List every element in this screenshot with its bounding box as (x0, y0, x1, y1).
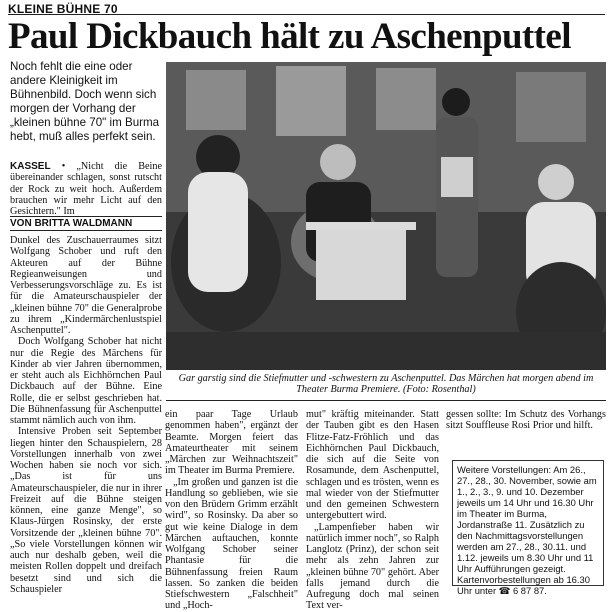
intro-text: • „Nicht die Beine übereinander schlagen, sonst rutscht der Rock zu weit hoch. Außerdem brauchen wir mehr Licht auf den Gesichtern." Im (10, 161, 162, 217)
photo-credit: (Foto: Rosenthal) (403, 384, 476, 395)
photo-caption (166, 373, 606, 395)
lede: Noch fehlt die eine oder andere Kleinigkeit im Bühnenbild. Doch wenn sich morgen der Vorhang der „kleinen bühne 70" im Burma hebt, muß alles perfekt sein. (10, 60, 160, 143)
top-rule (8, 14, 605, 15)
dateline: KASSEL (10, 161, 51, 172)
column-1-paragraph: Doch Wolfgang Schober hat nicht nur die Regie des Märchens für Kinder ab vier Jahren übernommen, er steht auch als Eichhörnchen Paul Dickbauch auf der Bühne. Eine Rolle, die er selbst geschrieben hat. Die Bühnenfassung für Aschenputtel stammt nämlich auch von ihm. (10, 336, 162, 426)
section-kicker: KLEINE BÜHNE 70 (8, 2, 118, 16)
column-1-paragraph: Dunkel des Zuschauerraumes sitzt Wolfgang Schober und ruft den Akteuren auf der Bühne Regieanweisungen und Verbesserungsvorschläge zu. Es ist für die Amateurschauspieler der „kleinen bühne 70" die Generalprobe zu ihrem „Kindermärchenlustspiel Aschenputtel". (10, 235, 162, 336)
column-3-paragraph: mut" kräftig miteinander. Statt der Tauben gibt es den Hasen Flitze-Fatz-Fröhlich und das Eichhörnchen Paul Dickbauch, die sich auf die Seite von Rosamunde, dem Aschenputtel, schlagen und es trösten, wenn es mal wieder von der Stiefmutter und den gemeinen Schwestern untergebuttert wird. (306, 409, 439, 522)
column-2-paragraph: ein paar Tage Urlaub genommen haben", ergänzt der Beamte. Morgen feiert das Amateurtheater mit seinem „Märchen zur Weihnachtszeit" im Theater im Burma Premiere. (165, 409, 298, 477)
stage-photo-illustration (166, 62, 606, 370)
article-column-2 (165, 409, 298, 612)
intro-paragraph (10, 161, 162, 217)
column-1-paragraph: Intensive Proben seit September liegen hinter den Schauspielern, 28 Vorstellungen innerhalb von zwei Wochen haben sie noch vor sich. „Das ist für uns Amateurschauspieler, die nur in ihrer Freizeit auf die Bühne steigen können, eine ganze Menge", so Klaus-Jürgen Rosinsky, der erste Vorsitzende der „kleinen bühne 70". „So viele Vorstellungen können wir auch nur deshalb geben, weil die meisten Rollen doppelt und dreifach besetzt sind und sich die Schauspieler (10, 426, 162, 595)
caption-text: Gar garstig sind die Stiefmutter und -schwestern zu Aschenputtel. Das Märchen hat morgen abend im Theater Burma Premiere. (178, 373, 594, 395)
caption-rule (166, 400, 606, 401)
column-2-paragraph: „Im großen und ganzen ist die Handlung so geblieben, wie sie von den Brüdern Grimm erzählt wird", so Rosinsky. Da aber so gut wie keine Dialoge in dem Märchen auftauchen, konnte Wolfgang Schober seiner Phantasie für die Bühnenfassung freien Raum lassen. So zanken die beiden Stiefschwestern „Falschheit" und „Hoch- (165, 476, 298, 612)
headline: Paul Dickbauch hält zu Aschenputtel (8, 16, 571, 57)
info-box: Weitere Vorstellungen: Am 26., 27., 28., 30. November, sowie am 1., 2., 3., 9. und 10. Dezember jeweils um 14 Uhr und 16.30 Uhr im Theater im Burma, Jordanstraße 11. Zusätzlich zu den Nachmittagsvorstellungen werden am 27., 28., 30.11. und 1.12. jeweils um 8.30 Uhr und 11 Uhr Aufführungen gezeigt. Kartenvorbestellungen ab 16.30 Uhr unter ☎ 6 87 87. (452, 460, 604, 586)
column-3-paragraph: „Lampenfieber haben wir natürlich immer noch", so Ralph Langlotz (Prinz), der schon seit mehr als zehn Jahren zur „kleinen bühne 70" gehört. Aber falls jemand durch die Aufregung doch mal seinen Text ver- (306, 521, 439, 612)
article-column-3 (306, 409, 439, 612)
stage-photo (166, 62, 606, 370)
byline: VON BRITTA WALDMANN (10, 216, 162, 231)
article-column-1 (10, 235, 162, 595)
column-4-paragraph: gessen sollte: Im Schutz des Vorhangs sitzt Souffleuse Rosi Prior und hilft. (446, 409, 606, 432)
article-column-4 (446, 409, 606, 432)
